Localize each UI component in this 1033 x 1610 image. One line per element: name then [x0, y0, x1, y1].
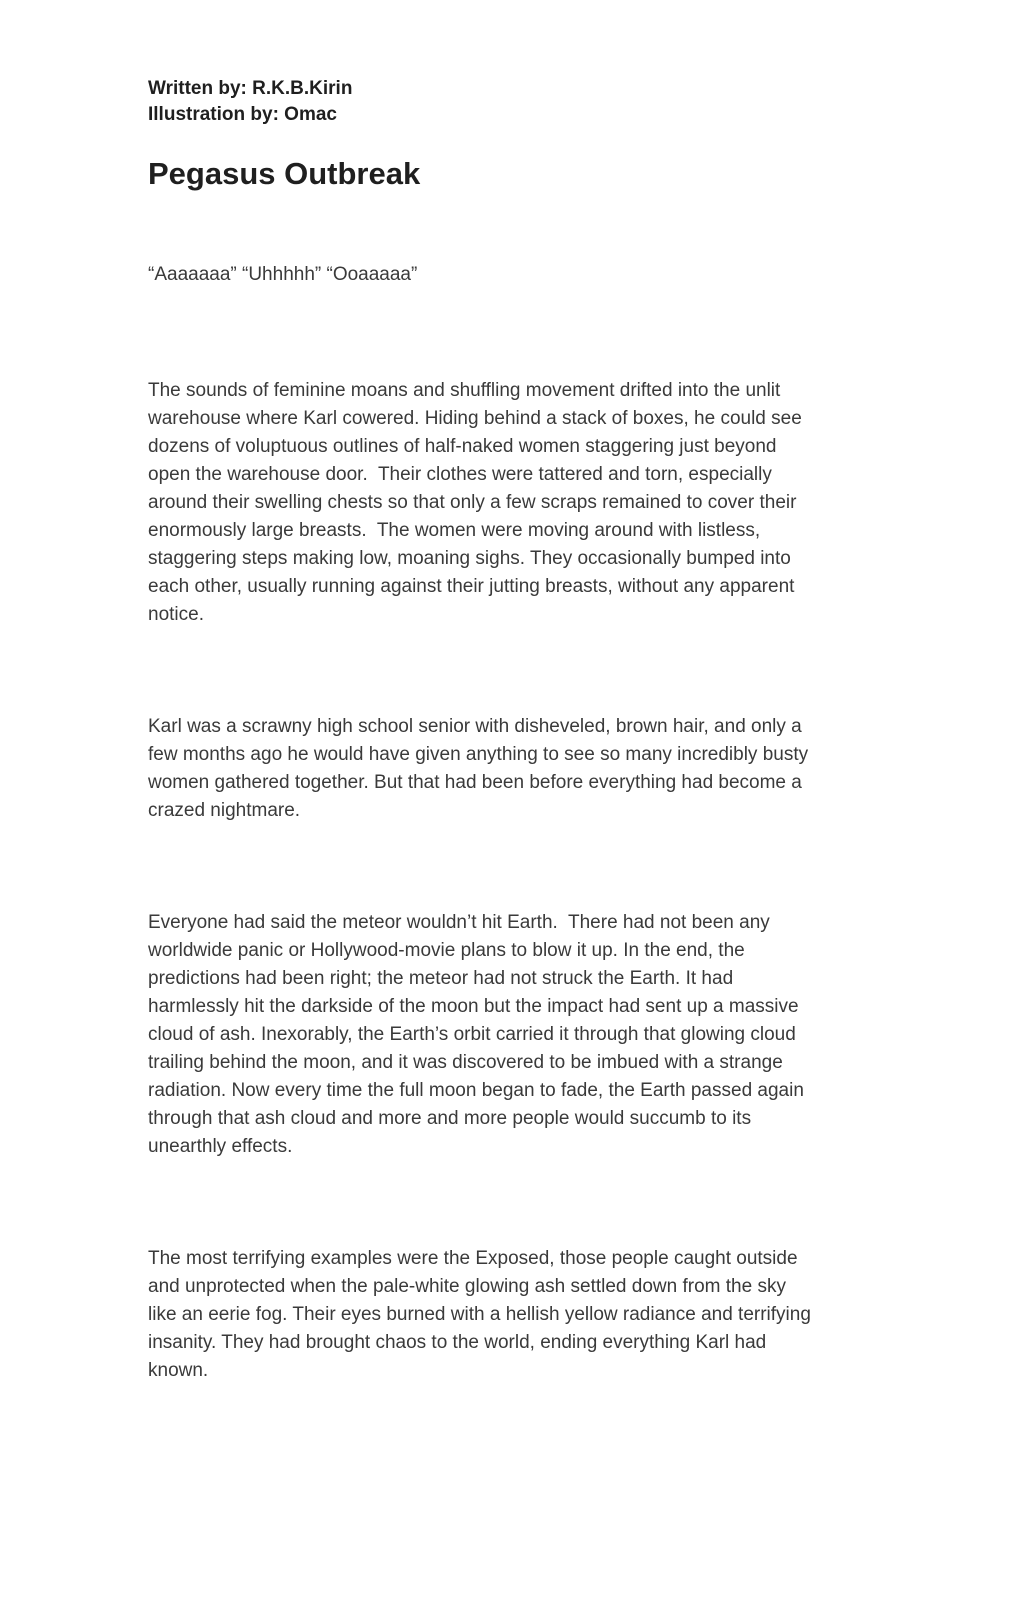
paragraph-line: The most terrifying examples were the Exposed, those people caught outside — [148, 1248, 798, 1269]
paragraph — [148, 377, 895, 629]
quote-line: “Aaaaaaa” “Uhhhhh” “Ooaaaaa” — [148, 264, 418, 285]
illustration-by-line: Illustration by: Omac — [148, 104, 337, 125]
paragraph-line: radiation. Now every time the full moon began to fade, the Earth passed again — [148, 1080, 804, 1101]
byline — [148, 76, 895, 128]
paragraph-line: Karl was a scrawny high school senior with disheveled, brown hair, and only a — [148, 716, 802, 737]
paragraph-line: around their swelling chests so that only a few scraps remained to cover their — [148, 492, 797, 513]
paragraph-line: worldwide panic or Hollywood-movie plans to blow it up. In the end, the — [148, 940, 745, 961]
written-by-line: Written by: R.K.B.Kirin — [148, 78, 353, 99]
paragraph — [148, 1245, 895, 1385]
page-title: Pegasus Outbreak — [148, 156, 421, 191]
paragraph-line: cloud of ash. Inexorably, the Earth’s orbit carried it through that glowing cloud — [148, 1024, 796, 1045]
paragraph-line: few months ago he would have given anything to see so many incredibly busty — [148, 744, 809, 765]
paragraph-line: each other, usually running against their jutting breasts, without any apparent — [148, 576, 795, 597]
paragraph-line: insanity. They had brought chaos to the world, ending everything Karl had — [148, 1332, 767, 1353]
paragraph — [148, 909, 895, 1161]
paragraph-line: and unprotected when the pale-white glowing ash settled down from the sky — [148, 1276, 786, 1297]
paragraph-line: open the warehouse door. Their clothes were tattered and torn, especially — [148, 464, 772, 485]
paragraph-line: women gathered together. But that had been before everything had become a — [148, 772, 802, 793]
paragraph-list — [148, 377, 895, 1385]
paragraph-line: harmlessly hit the darkside of the moon but the impact had sent up a massive — [148, 996, 799, 1017]
paragraph-line: notice. — [148, 604, 204, 625]
paragraph-line: known. — [148, 1360, 209, 1381]
paragraph-line: through that ash cloud and more and more people would succumb to its — [148, 1108, 752, 1129]
paragraph — [148, 713, 895, 825]
paragraph-line: enormously large breasts. The women were moving around with listless, — [148, 520, 761, 541]
paragraph-line: The sounds of feminine moans and shuffling movement drifted into the unlit — [148, 380, 781, 401]
paragraph-line: dozens of voluptuous outlines of half-naked women staggering just beyond — [148, 436, 777, 457]
paragraph-line: unearthly effects. — [148, 1136, 293, 1157]
paragraph-line: staggering steps making low, moaning sighs. They occasionally bumped into — [148, 548, 791, 569]
paragraph-line: Everyone had said the meteor wouldn’t hit Earth. There had not been any — [148, 912, 770, 933]
paragraph-line: predictions had been right; the meteor had not struck the Earth. It had — [148, 968, 734, 989]
paragraph-line: trailing behind the moon, and it was discovered to be imbued with a strange — [148, 1052, 783, 1073]
paragraph-line: warehouse where Karl cowered. Hiding behind a stack of boxes, he could see — [148, 408, 802, 429]
paragraph-line: crazed nightmare. — [148, 800, 301, 821]
paragraph-line: like an eerie fog. Their eyes burned with a hellish yellow radiance and terrifying — [148, 1304, 811, 1325]
